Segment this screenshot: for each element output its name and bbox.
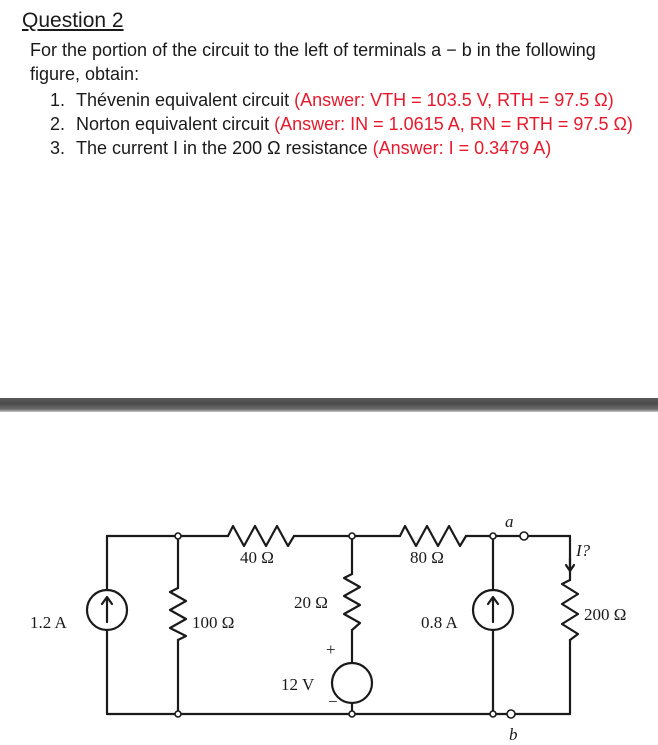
resistor-20-label: 20 Ω [294,593,328,612]
item-number: 1. [50,90,66,110]
voltage-plus-sign: + [326,640,336,659]
voltage-source-label: 12 V [281,675,315,694]
voltage-minus-sign: − [328,692,338,711]
item-task: Norton equivalent circuit [76,114,270,134]
terminal-a-label: a [505,512,514,531]
resistor-40-label: 40 Ω [240,548,274,567]
node-dot [175,711,181,717]
resistor-20-symbol [344,574,360,630]
voltage-source-symbol [332,663,372,703]
resistor-80-symbol [400,526,466,546]
arrow-up-icon [102,597,112,622]
resistor-100-symbol [170,588,186,640]
item-answer: (Answer: IN = 1.0615 A, RN = RTH = 97.5 Ω) [274,114,633,134]
item-number: 3. [50,138,66,158]
current-source-right-label: 0.8 A [421,613,458,632]
node-dot [175,533,181,539]
current-source-left-label: 1.2 A [30,613,67,632]
resistor-200-symbol [562,580,578,640]
resistor-40-symbol [228,526,294,546]
item-number: 2. [50,114,66,134]
arrow-up-icon [488,597,498,622]
terminal-b-dot [507,710,515,718]
item-task: Thévenin equivalent circuit [76,90,290,110]
item-task: The current I in the 200 Ω resistance [76,138,368,158]
terminal-a-dot [520,532,528,540]
resistor-200-label: 200 Ω [584,605,627,624]
question-title: Question 2 [22,9,124,32]
node-dot [490,533,496,539]
item-answer: (Answer: VTH = 103.5 V, RTH = 97.5 Ω) [294,90,614,110]
current-arrow-icon [566,558,574,571]
item-answer: (Answer: I = 0.3479 A) [372,138,552,158]
resistor-100-label: 100 Ω [192,613,235,632]
question-intro: For the portion of the circuit to the left of terminals a − b in the following figure, obtain: [30,40,596,84]
node-dot [490,711,496,717]
node-dot [349,533,355,539]
terminal-b-label: b [509,725,518,744]
node-dot [349,711,355,717]
resistor-80-label: 80 Ω [410,548,444,567]
current-i-label: I? [576,541,591,560]
